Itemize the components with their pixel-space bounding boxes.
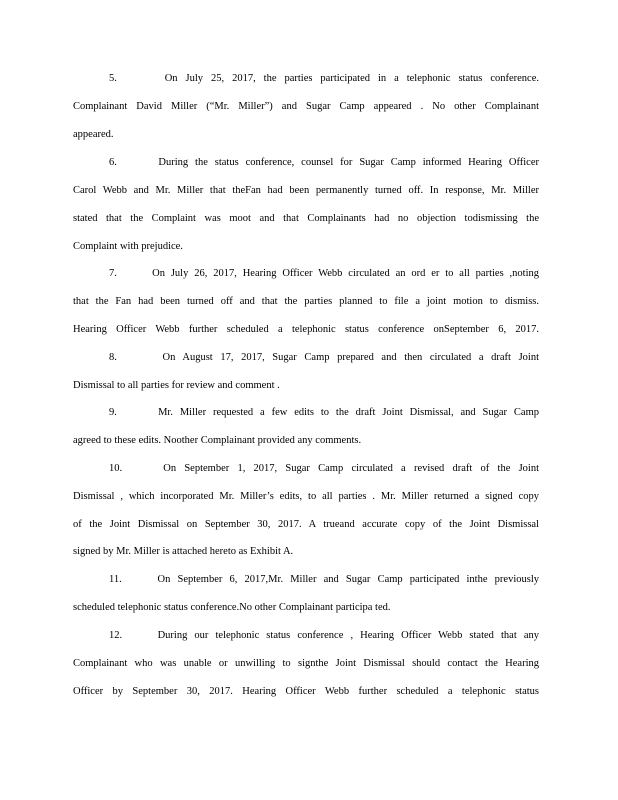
paragraph-9-line-1: 9. Mr. Miller requested a few edits to the draft Joint Dismissal, and Sugar Camp bbox=[109, 407, 539, 418]
paragraph-10-line-3: of the Joint Dismissal on September 30, 2017. A trueand accurate copy of the Joint Dismissal bbox=[73, 519, 539, 530]
paragraph-12-line-3: Officer by September 30, 2017. Hearing Officer Webb further scheduled a telephonic status bbox=[73, 686, 539, 697]
paragraph-5-line-2: Complainant David Miller (“Mr. Miller”) and Sugar Camp appeared . No other Complainant bbox=[73, 101, 539, 112]
paragraph-10-line-2: Dismissal , which incorporated Mr. Miller’s edits, to all parties . Mr. Miller returned a signed copy bbox=[73, 491, 539, 502]
paragraph-7-line-1: 7. On July 26, 2017, Hearing Officer Webb circulated an ord er to all parties ,noting bbox=[109, 268, 539, 279]
paragraph-8-line-2: Dismissal to all parties for review and comment . bbox=[73, 380, 280, 391]
paragraph-7-line-3: Hearing Officer Webb further scheduled a telephonic status conference onSeptember 6, 2017. bbox=[73, 324, 539, 335]
paragraph-10-line-4: signed by Mr. Miller is attached hereto as Exhibit A. bbox=[73, 546, 294, 557]
paragraph-6-line-4: Complaint with prejudice. bbox=[73, 241, 183, 252]
paragraph-5-line-1: 5. On July 25, 2017, the parties participated in a telephonic status conference. bbox=[109, 73, 539, 84]
paragraph-12-line-1: 12. During our telephonic status conference , Hearing Officer Webb stated that any bbox=[109, 630, 539, 641]
paragraph-7-line-2: that the Fan had been turned off and that the parties planned to file a joint motion to dismiss. bbox=[73, 296, 539, 307]
paragraph-8-line-1: 8. On August 17, 2017, Sugar Camp prepared and then circulated a draft Joint bbox=[109, 352, 539, 363]
paragraph-11-line-1: 11. On September 6, 2017,Mr. Miller and Sugar Camp participated inthe previously bbox=[109, 574, 539, 585]
paragraph-12-line-2: Complainant who was unable or unwilling to signthe Joint Dismissal should contact the Hearing bbox=[73, 658, 539, 669]
paragraph-9-line-2: agreed to these edits. Noother Complainant provided any comments. bbox=[73, 435, 362, 446]
paragraph-6-line-1: 6. During the status conference, counsel for Sugar Camp informed Hearing Officer bbox=[109, 157, 539, 168]
paragraph-6-line-2: Carol Webb and Mr. Miller that theFan had been permanently turned off. In response, Mr. Miller bbox=[73, 185, 539, 196]
paragraph-5-line-3: appeared. bbox=[73, 129, 114, 140]
paragraph-6-line-3: stated that the Complaint was moot and that Complainants had no objection todismissing the bbox=[73, 213, 539, 224]
paragraph-11-line-2: scheduled telephonic status conference.No other Complainant participa ted. bbox=[73, 602, 391, 613]
paragraph-10-line-1: 10. On September 1, 2017, Sugar Camp circulated a revised draft of the Joint bbox=[109, 463, 539, 474]
